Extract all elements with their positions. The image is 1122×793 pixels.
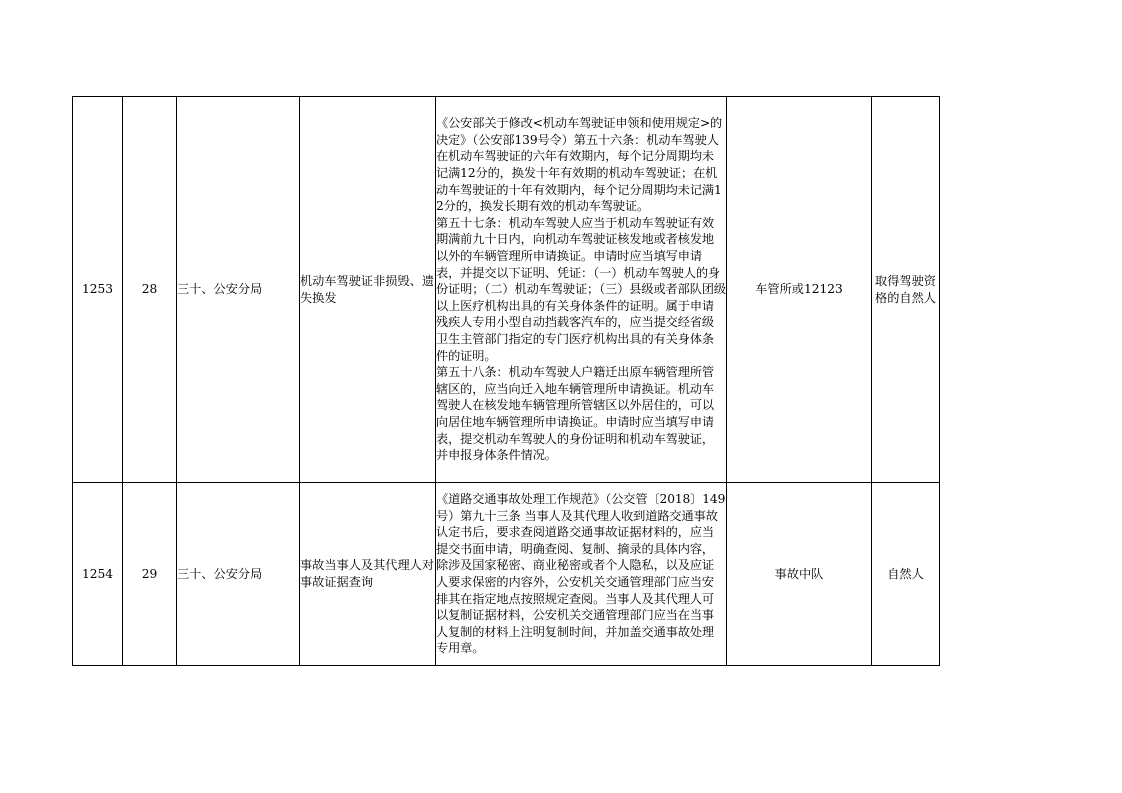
handler-cell: 车管所或12123 <box>727 97 872 483</box>
legal-basis-cell: 《道路交通事故处理工作规范》（公交管〔2018〕149号）第九十三条 当事人及其代理人收到道路交通事故认定书后，要求查阅道路交通事故证据材料的，应当提交书面申请，明确查阅、复制、摘录的具体内容，除涉及国家秘密、商业秘密或者个人隐私，以及应证人要求保密的内容外，公安机关交通管理部门应当安排其在指定地点按照规定查阅。当事人及其代理人可以复制证据材料，公安机关交通管理部门应当在当事人复制的材料上注明复制时间，并加盖交通事故处理专用章。 <box>436 483 727 666</box>
subject-cell: 取得驾驶资格的自然人 <box>872 97 940 483</box>
subject-cell: 自然人 <box>872 483 940 666</box>
table-row <box>73 483 940 666</box>
handler-cell: 事故中队 <box>727 483 872 666</box>
seq-cell: 1253 <box>73 97 123 483</box>
seq-cell: 1254 <box>73 483 123 666</box>
department-cell: 三十、公安分局 <box>177 97 300 483</box>
item-name-cell: 机动车驾驶证非损毁、遗失换发 <box>300 97 436 483</box>
item-name-cell: 事故当事人及其代理人对事故证据查询 <box>300 483 436 666</box>
table-row <box>73 97 940 483</box>
department-cell: 三十、公安分局 <box>177 483 300 666</box>
service-table <box>72 96 940 666</box>
sub-seq-cell: 29 <box>123 483 177 666</box>
sub-seq-cell: 28 <box>123 97 177 483</box>
legal-basis-cell: 《公安部关于修改<机动车驾驶证申领和使用规定>的决定》（公安部139号令）第五十六条：机动车驾驶人在机动车驾驶证的六年有效期内，每个记分周期均未记满12分的，换发十年有效期的机动车驾驶证；在机动车驾驶证的十年有效期内，每个记分周期均未记满12分的，换发长期有效的机动车驾驶证。 第五十七条：机动车驾驶人应当于机动车驾驶证有效期满前九十日内，向机动车驾驶证核发地或者核发地以外的车辆管理所申请换证。申请时应当填写申请表，并提交以下证明、凭证：（一）机动车驾驶人的身份证明；（二）机动车驾驶证；（三）县级或者部队团级以上医疗机构出具的有关身体条件的证明。属于申请残疾人专用小型自动挡载客汽车的，应当提交经省级卫生主管部门指定的专门医疗机构出具的有关身体条件的证明。 第五十八条：机动车驾驶人户籍迁出原车辆管理所管辖区的，应当向迁入地车辆管理所申请换证。机动车驾驶人在核发地车辆管理所管辖区以外居住的，可以向居住地车辆管理所申请换证。申请时应当填写申请表，提交机动车驾驶人的身份证明和机动车驾驶证，并申报身体条件情况。 <box>436 97 727 483</box>
